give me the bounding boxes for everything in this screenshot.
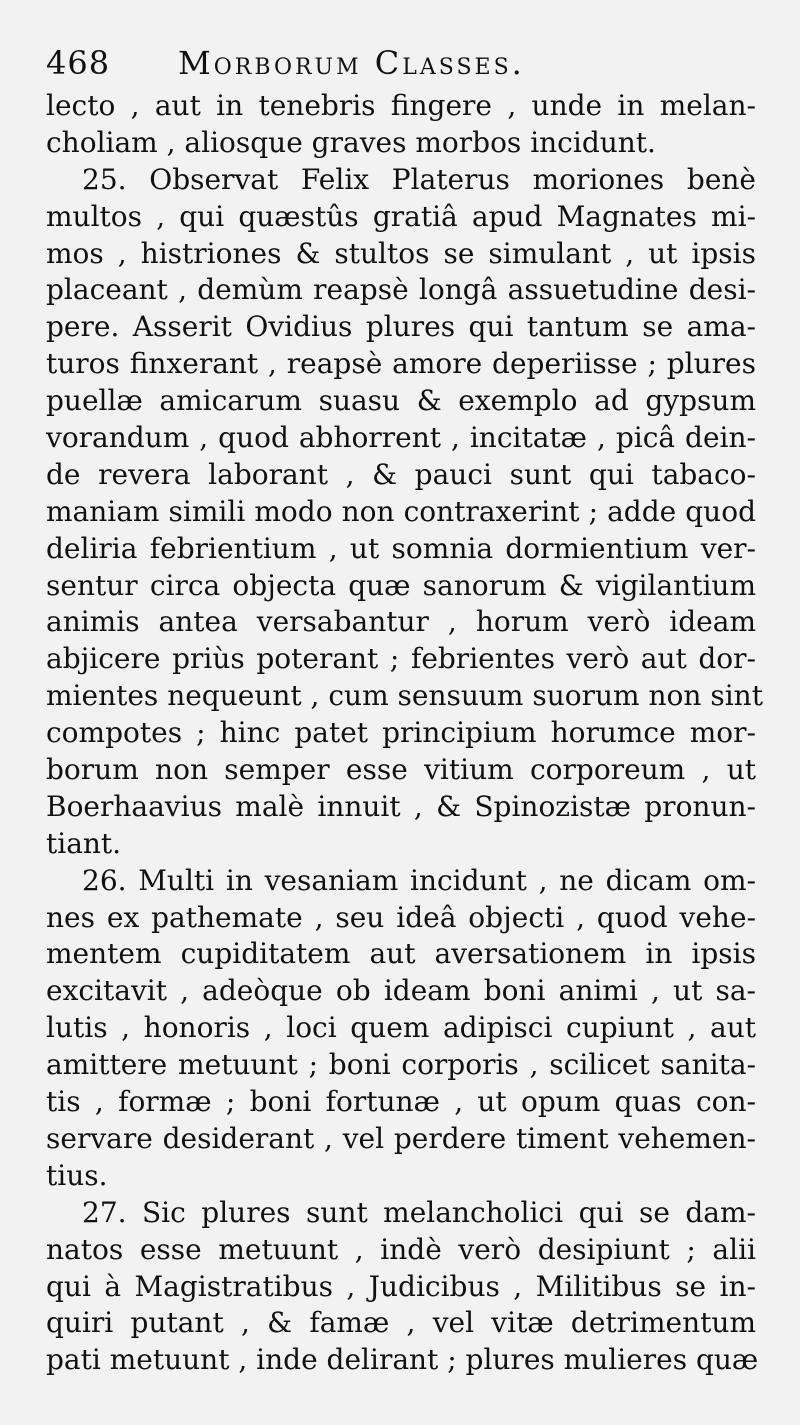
text-line: compotes ; hinc patet principium horumce mor- xyxy=(46,716,756,750)
text-line: borum non semper esse vitium corporeum , ut xyxy=(46,753,756,787)
text-line: puellæ amicarum suasu & exemplo ad gypsum xyxy=(46,384,756,418)
text-line: abjicere priùs poterant ; febrientes verò aut dor- xyxy=(46,642,756,676)
text-line: nes ex pathemate , seu ideâ objecti , quod vehe- xyxy=(46,900,756,934)
text-line: choliam , aliosque graves morbos incidunt. xyxy=(46,125,656,159)
text-line: vorandum , quod abhorrent , incitatæ , picâ dein- xyxy=(46,421,756,455)
text-line: placeant , demùm reapsè longâ assuetudine desi- xyxy=(46,273,756,307)
text-line: amittere metuunt ; boni corporis , scilicet sanita- xyxy=(46,1048,756,1082)
text-line: 26. Multi in vesaniam incidunt , ne dicam om- xyxy=(82,863,756,897)
text-line: turos finxerant , reapsè amore deperiisse ; plures xyxy=(46,347,756,381)
text-line: de revera laborant , & pauci sunt qui tabaco- xyxy=(46,457,756,491)
text-line: servare desiderant , vel perdere timent vehemen- xyxy=(46,1121,756,1155)
text-line: pati metuunt , inde delirant ; plures mulieres quæ xyxy=(46,1343,759,1377)
text-line: quiri putant , & famæ , vel vitæ detrimentum xyxy=(46,1306,756,1340)
text-line: animis antea versabantur , horum verò ideam xyxy=(46,605,756,639)
text-line: pere. Asserit Ovidius plures qui tantum se ama- xyxy=(46,310,756,344)
running-title: Morborum Classes. xyxy=(178,44,525,82)
text-line: tis , formæ ; boni fortunæ , ut opum quas con- xyxy=(46,1085,756,1119)
page-header xyxy=(46,44,766,90)
text-line: mentem cupiditatem aut aversationem in ipsis xyxy=(46,937,756,971)
text-line: lutis , honoris , loci quem adipisci cupiunt , aut xyxy=(46,1011,756,1045)
body-text xyxy=(46,88,763,1379)
text-line: 25. Observat Felix Platerus moriones benè xyxy=(82,162,756,196)
text-line: deliria febrientium , ut somnia dormientium ver- xyxy=(46,531,756,565)
text-line: 27. Sic plures sunt melancholici qui se dam- xyxy=(82,1195,756,1229)
text-line: Boerhaavius malè innuit , & Spinozistæ pronun- xyxy=(46,789,756,823)
text-line: sentur circa objecta quæ sanorum & vigilantium xyxy=(46,568,756,602)
text-line: excitavit , adeòque ob ideam boni animi , ut sa- xyxy=(46,974,756,1008)
text-line: natos esse metuunt , indè verò desipiunt ; alii xyxy=(46,1232,756,1266)
text-line: qui à Magistratibus , Judicibus , Militibus se in- xyxy=(46,1269,756,1303)
text-line: maniam simili modo non contraxerint ; adde quod xyxy=(46,494,756,528)
text-line: multos , qui quæstûs gratiâ apud Magnates mi- xyxy=(46,199,756,233)
text-line: tiant. xyxy=(46,826,122,860)
page-number: 468 xyxy=(46,44,111,82)
text-line: mos , histriones & stultos se simulant , ut ipsis xyxy=(46,236,756,270)
text-line: lecto , aut in tenebris fingere , unde in melan- xyxy=(46,89,756,122)
text-line: tius. xyxy=(46,1158,108,1192)
text-line: mientes nequeunt , cum sensuum suorum non sint xyxy=(46,679,763,713)
